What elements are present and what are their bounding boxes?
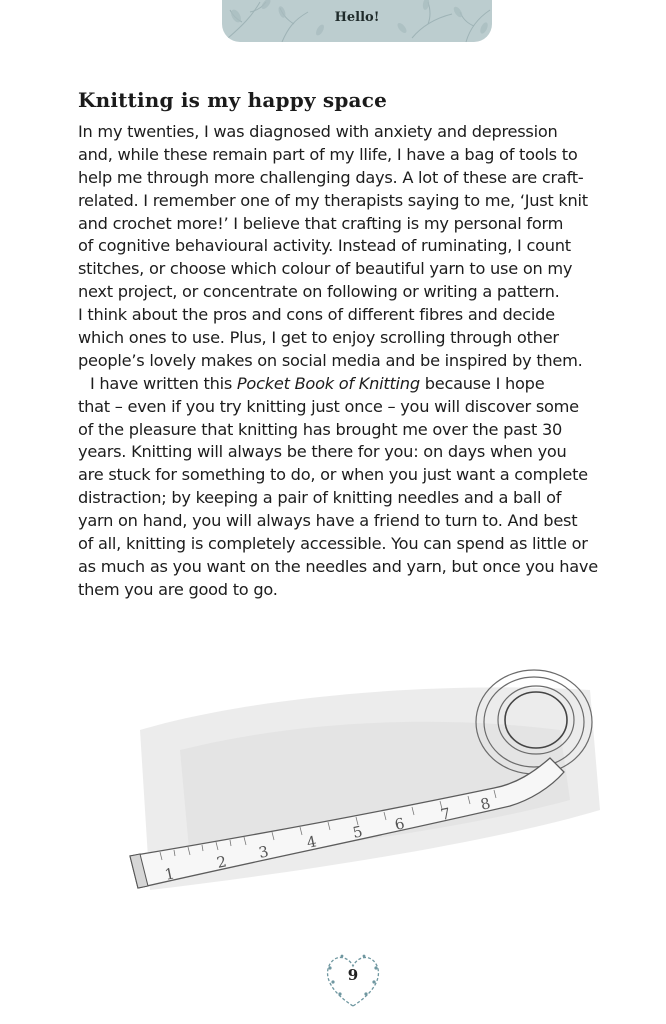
text-line: related. I remember one of my therapists saying to me, ‘Just knit — [78, 190, 588, 210]
text-line: are stuck for something to do, or when you just want a complete — [78, 465, 588, 485]
book-title: Pocket Book of Knitting — [236, 373, 420, 393]
text-run: I have written this — [90, 373, 237, 393]
tape-number: 4 — [305, 832, 319, 852]
tape-number: 2 — [215, 852, 229, 872]
text-line: and crochet more!’ I believe that crafting is my personal form — [78, 213, 564, 233]
text-line: yarn on hand, you will always have a friend to turn to. And best — [78, 511, 578, 531]
tape-number: 7 — [439, 804, 453, 824]
page-number: 9 — [347, 966, 359, 984]
page-number-badge — [318, 946, 388, 1012]
tape-measure-drawing — [120, 660, 620, 920]
tape-number: 3 — [257, 842, 271, 862]
chapter-tab — [222, 0, 492, 42]
tape-number: 5 — [351, 822, 365, 842]
text-line: which ones to use. Plus, I get to enjoy scrolling through other — [78, 328, 559, 348]
text-line: stitches, or choose which colour of beautiful yarn to use on my — [78, 259, 573, 279]
text-line: I think about the pros and cons of different fibres and decide — [78, 305, 555, 325]
text-line: next project, or concentrate on following or writing a pattern. — [78, 282, 560, 302]
tape-number: 1 — [163, 864, 177, 884]
text-line: of cognitive behavioural activity. Instead of ruminating, I count — [78, 236, 571, 256]
text-line: help me through more challenging days. A lot of these are craft- — [78, 167, 584, 187]
text-line: people’s lovely makes on social media and be inspired by them. — [78, 350, 583, 370]
text-run: because I hope — [419, 373, 545, 393]
article-body — [78, 121, 638, 602]
tape-number: 6 — [393, 814, 407, 834]
tape-number: 8 — [478, 794, 493, 814]
text-line — [78, 373, 638, 396]
text-line: distraction; by keeping a pair of knitting needles and a ball of — [78, 488, 562, 508]
text-line: of the pleasure that knitting has brought me over the past 30 — [78, 419, 563, 439]
text-line: as much as you want on the needles and yarn, but once you have — [78, 556, 598, 576]
text-line: them you are good to go. — [78, 579, 278, 599]
text-line: and, while these remain part of my llife, I have a bag of tools to — [78, 144, 578, 164]
chapter-title: Hello! — [334, 10, 380, 25]
tape-measure-illustration — [120, 660, 620, 924]
text-line: that – even if you try knitting just once – you will discover some — [78, 396, 579, 416]
text-line: of all, knitting is completely accessible. You can spend as little or — [78, 534, 588, 554]
text-line: In my twenties, I was diagnosed with anxiety and depression — [78, 122, 558, 141]
text-line: years. Knitting will always be there for you: on days when you — [78, 442, 567, 462]
page-title: Knitting is my happy space — [78, 88, 388, 112]
